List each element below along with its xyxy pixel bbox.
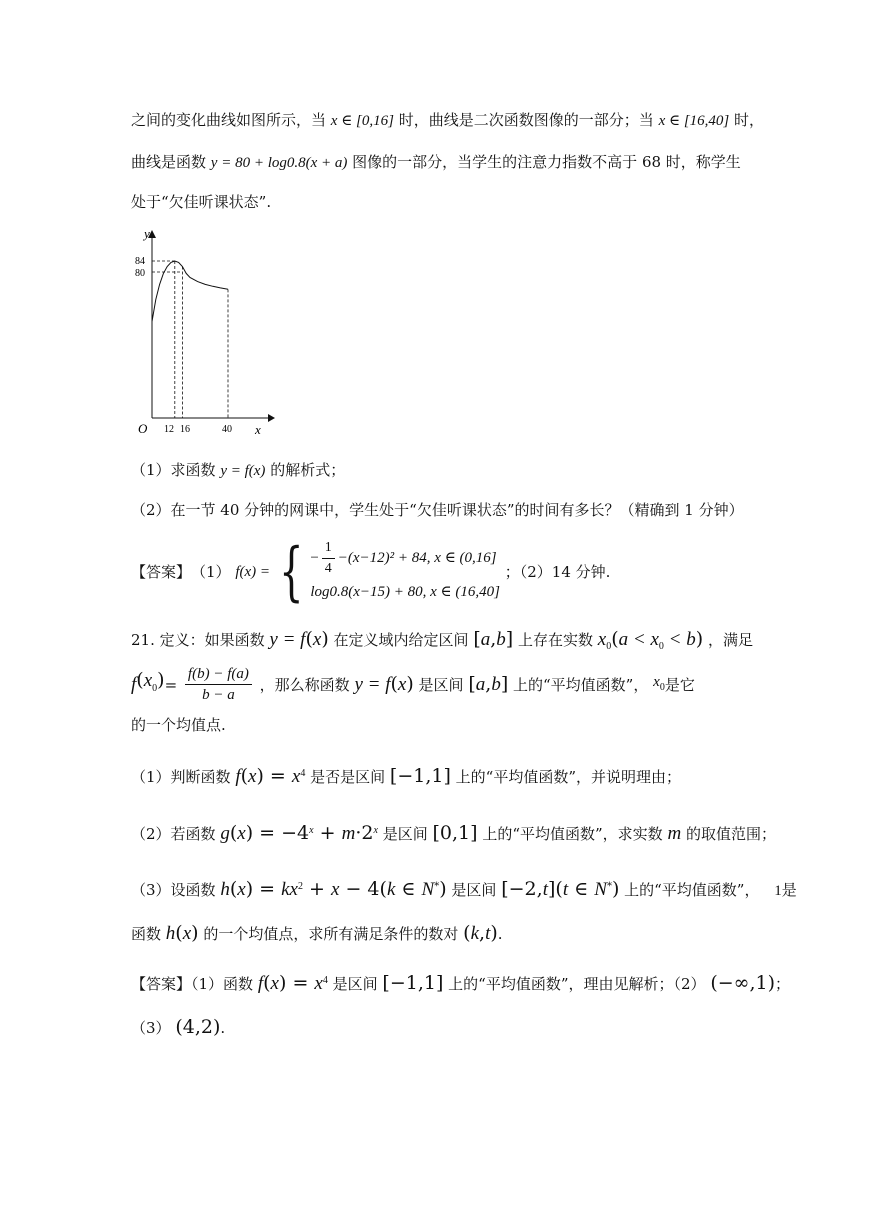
- dashed-guides: [152, 261, 228, 418]
- answer-label: 【答案】: [131, 975, 192, 993]
- q21-part-1: （1）判断函数 $f(x) = x^4$ 是否是区间 [−1,1] 上的“平均值函数”，并说明理由；: [131, 765, 681, 787]
- text: （2）若函数: [131, 825, 216, 843]
- text: 上的“平均值函数”，求实数: [482, 825, 663, 843]
- y-tick-80: 80: [135, 268, 145, 279]
- q21-part-3: （3）设函数 $h(x) = kx^2 + x - 4(k$ ∈ N*) 是区间 [−2,t](t ∈ N*) 上的“平均值函数”， 1是: [131, 878, 797, 900]
- text: 图像的一部分，当学生的注意力指数不高于 68 时，称学生: [352, 153, 741, 171]
- text: 时，: [734, 111, 765, 129]
- intro-line-3: 处于“欠佳听课状态”.: [131, 193, 272, 211]
- q21-line-2: $f(x_0)=$ $\frac{f(b) - f(a)}{b - a}$ ，那么称函数 y = f(x) 是区间 [a,b] 上的“平均值函数”， $x_0$是它: [131, 666, 695, 703]
- q21-line-1: 21. 定义：如果函数 y = f(x) 在定义域内给定区间 [a,b] 上存在实数 $x_0(a < x_0 < b)$ ，满足: [131, 628, 753, 652]
- text: 是否是区间: [310, 768, 386, 786]
- text: 是: [781, 881, 797, 899]
- math-fx-eq: f(x) =: [235, 563, 271, 580]
- q21-answer-cont: （3） (4,2).: [131, 1016, 226, 1038]
- text: （3）: [131, 1019, 171, 1037]
- x-tick-12: 12: [164, 424, 174, 435]
- fraction-1-4: $\frac{1}{4}$: [322, 538, 335, 579]
- text: 函数: [131, 925, 162, 943]
- x-tick-40: 40: [222, 424, 232, 435]
- x-tick-16: 16: [180, 424, 190, 435]
- x-axis-label: x: [255, 422, 261, 437]
- text: 上的“平均值函数”，并说明理由；: [455, 768, 681, 786]
- text: 是区间: [382, 825, 428, 843]
- text: ；: [775, 975, 791, 993]
- text: 是区间: [418, 675, 464, 694]
- text: 时，曲线是二次函数图像的一部分；当: [398, 111, 654, 129]
- q21-answer: 【答案】（1）函数 $f(x) = x^4$ 是区间 [−1,1] 上的“平均值函数”，理由见解析；（2） (−∞,1)；: [131, 972, 791, 994]
- text: ，满足: [707, 631, 753, 649]
- y-tick-84: 84: [135, 256, 145, 267]
- text: （3）设函数: [131, 881, 216, 899]
- origin-label: O: [138, 421, 148, 436]
- q20-part-1: [131, 459, 345, 482]
- math-log-function: y = 80 + log0.8(x + a): [210, 155, 348, 171]
- math-y-fx: y = f(x): [220, 463, 266, 479]
- text: （1）函数: [191, 975, 254, 993]
- q21-part-3-cont: 函数 h(x) 的一个均值点，求所有满足条件的数对 (k,t).: [131, 922, 503, 944]
- intro-line-2: [131, 151, 741, 174]
- text: 上的“平均值函数”，理由见解析；（2）: [448, 975, 706, 993]
- case-2-text: log0.8(x−15) + 80, x ∈ (16,40]: [310, 584, 500, 600]
- text: ，那么称函数: [259, 675, 350, 694]
- text: 是它: [664, 675, 695, 694]
- q20-answer: [131, 534, 611, 609]
- text: .: [220, 1019, 226, 1037]
- text: 上存在实数: [517, 631, 593, 649]
- text: 上的“平均值函数”，: [624, 881, 760, 899]
- text: .: [497, 925, 503, 943]
- attention-graph: [130, 226, 275, 441]
- text: 在定义域内给定区间: [333, 631, 469, 649]
- text: （1）: [191, 562, 231, 581]
- answer-label: 【答案】: [131, 562, 192, 581]
- text: （1）求函数: [131, 461, 216, 479]
- average-fraction: $\frac{f(b) - f(a)}{b - a}$: [185, 664, 252, 705]
- intro-line-1: [131, 109, 764, 132]
- text: 21. 定义：如果函数: [131, 631, 265, 649]
- text: （1）判断函数: [131, 768, 231, 786]
- piecewise-cases: [310, 538, 500, 605]
- text: 是区间: [332, 975, 378, 993]
- text: 是区间: [451, 881, 497, 899]
- text: 上的“平均值函数”，: [513, 675, 649, 694]
- text: 的取值范围；: [685, 825, 776, 843]
- q21-part-2: （2）若函数 $g(x) = -4^x + m\cdot 2^x$ 是区间 [0,1] 上的“平均值函数”，求实数 m 的取值范围；: [131, 822, 776, 844]
- text: ；（2）14 分钟.: [504, 562, 611, 581]
- text: 的解析式；: [270, 461, 346, 479]
- case-1: − $\frac{1}{4}$ −(x−12)² + 84, x ∈ (0,16]: [310, 538, 500, 579]
- text: 的一个均值点，求所有满足条件的数对: [203, 925, 459, 943]
- x-axis-arrow: [268, 414, 275, 422]
- case-1-text: −(x−12)² + 84, x ∈ (0,16]: [337, 549, 497, 566]
- text: 曲线是函数: [131, 153, 207, 171]
- y-axis-label: y: [144, 226, 150, 241]
- brace: {: [278, 534, 304, 609]
- text: 之间的变化曲线如图所示，当: [131, 111, 327, 129]
- case-2: [310, 579, 500, 605]
- q20-part-2: （2）在一节 40 分钟的网课中，学生处于“欠佳听课状态”的时间有多长？（精确到 1 分钟）: [131, 501, 744, 519]
- q21-line-3: 的一个均值点.: [131, 716, 226, 734]
- attention-curve: [152, 261, 228, 322]
- math-interval-16-40: x ∈ [16,40]: [658, 113, 730, 129]
- math-interval-0-16: x ∈ [0,16]: [330, 113, 394, 129]
